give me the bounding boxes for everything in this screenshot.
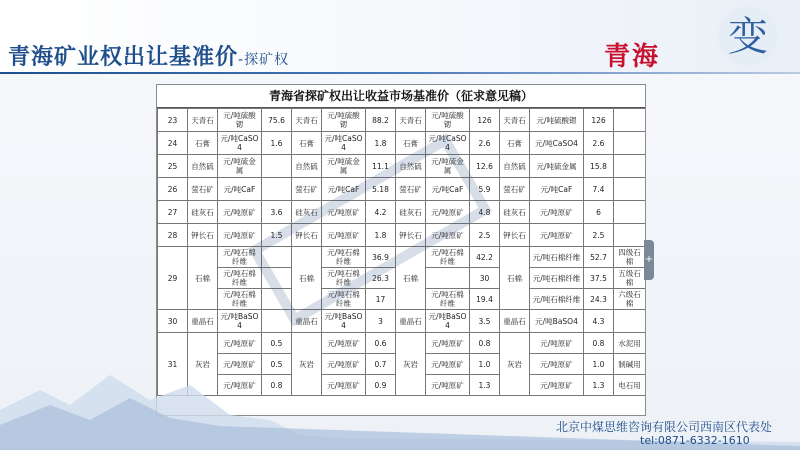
value-cell: 1.3 xyxy=(584,375,614,396)
unit-cell: 元/吨原矿 xyxy=(322,354,366,375)
unit-cell: 元/吨石棉纤维 xyxy=(218,268,262,289)
table-cell: 1.5 xyxy=(262,224,292,247)
table-cell: 元/吨硫金属 xyxy=(530,155,584,178)
table-cell: 硅灰石 xyxy=(188,201,218,224)
table-cell: 元/吨BaSO4 xyxy=(218,310,262,333)
value-cell: 24.3 xyxy=(584,289,614,310)
table-row xyxy=(158,178,646,201)
table-cell: 石膏 xyxy=(188,132,218,155)
table-cell: 元/吨原矿 xyxy=(530,224,584,247)
table-cell xyxy=(614,132,646,155)
table-cell: 126 xyxy=(470,109,500,132)
logo-char: 变 xyxy=(728,14,768,60)
value-cell: 37.5 xyxy=(584,268,614,289)
table-row xyxy=(158,310,646,333)
table-cell: 重晶石 xyxy=(500,310,530,333)
table-cell: 元/吨CaSO4 xyxy=(426,132,470,155)
table-cell: 天青石 xyxy=(188,109,218,132)
unit-cell: 元/吨石棉纤维 xyxy=(426,289,470,310)
table-cell xyxy=(614,224,646,247)
grade-cell: 四级石棉 xyxy=(614,247,646,268)
table-cell: 元/吨硫酸锶 xyxy=(322,109,366,132)
table-cell: 1.6 xyxy=(262,132,292,155)
mineral-name-cell: 石棉 xyxy=(292,247,322,310)
brand-logo xyxy=(716,4,780,68)
unit-cell: 元/吨石棉纤维 xyxy=(530,268,584,289)
mineral-name-cell: 灰岩 xyxy=(188,333,218,396)
table-cell: 3.5 xyxy=(470,310,500,333)
table-cell: 萤石矿 xyxy=(396,178,426,201)
table-cell: 2.5 xyxy=(470,224,500,247)
table-cell: 元/吨原矿 xyxy=(218,224,262,247)
value-cell: 1.3 xyxy=(470,375,500,396)
row-number-cell: 24 xyxy=(158,132,188,155)
unit-cell xyxy=(426,268,470,289)
table-cell: 元/吨CaSO4 xyxy=(530,132,584,155)
table-cell xyxy=(614,201,646,224)
value-cell xyxy=(262,289,292,310)
unit-cell: 元/吨原矿 xyxy=(322,333,366,354)
table-cell: 自然硫 xyxy=(396,155,426,178)
table-cell: 元/吨原矿 xyxy=(322,224,366,247)
unit-cell: 元/吨石棉纤维 xyxy=(530,247,584,268)
table-cell: 元/吨原矿 xyxy=(530,201,584,224)
table-cell: 自然硫 xyxy=(292,155,322,178)
unit-cell: 元/吨石棉纤维 xyxy=(426,247,470,268)
table-cell: 5.18 xyxy=(366,178,396,201)
table-cell: 元/吨原矿 xyxy=(322,201,366,224)
table-row xyxy=(158,224,646,247)
table-cell: 2.6 xyxy=(470,132,500,155)
table-cell: 88.2 xyxy=(366,109,396,132)
table-row xyxy=(158,333,646,354)
value-cell: 0.8 xyxy=(262,375,292,396)
table-cell: 钾长石 xyxy=(396,224,426,247)
table-cell: 4.2 xyxy=(366,201,396,224)
unit-cell: 元/吨原矿 xyxy=(218,375,262,396)
unit-cell: 元/吨原矿 xyxy=(426,354,470,375)
value-cell: 0.8 xyxy=(584,333,614,354)
table-cell xyxy=(614,178,646,201)
table-row xyxy=(158,201,646,224)
row-number-cell: 26 xyxy=(158,178,188,201)
table-cell: 自然硫 xyxy=(500,155,530,178)
row-number-cell: 25 xyxy=(158,155,188,178)
grade-cell: 制碱用 xyxy=(614,354,646,375)
table-cell: 126 xyxy=(584,109,614,132)
table-cell xyxy=(614,109,646,132)
row-number-cell: 31 xyxy=(158,333,188,396)
table-cell: 元/吨原矿 xyxy=(426,224,470,247)
table-cell: 元/吨原矿 xyxy=(218,201,262,224)
row-number-cell: 23 xyxy=(158,109,188,132)
table-cell: 硅灰石 xyxy=(292,201,322,224)
table-row xyxy=(158,109,646,132)
unit-cell: 元/吨原矿 xyxy=(530,375,584,396)
table-cell: 元/吨CaSO4 xyxy=(218,132,262,155)
value-cell: 1.0 xyxy=(584,354,614,375)
table-cell xyxy=(262,178,292,201)
grade-cell: 电石用 xyxy=(614,375,646,396)
table-cell: 12.6 xyxy=(470,155,500,178)
unit-cell: 元/吨原矿 xyxy=(530,354,584,375)
table-cell: 元/吨CaF xyxy=(426,178,470,201)
table-cell: 3.6 xyxy=(262,201,292,224)
table-cell: 萤石矿 xyxy=(292,178,322,201)
unit-cell: 元/吨原矿 xyxy=(218,333,262,354)
unit-cell: 元/吨原矿 xyxy=(426,375,470,396)
footer-company: 北京中煤思维咨询有限公司西南区代表处 xyxy=(556,420,773,434)
title-divider xyxy=(0,72,800,74)
table-cell: 元/吨CaSO4 xyxy=(322,132,366,155)
table-cell: 天青石 xyxy=(500,109,530,132)
table-row xyxy=(158,132,646,155)
table-cell: 硅灰石 xyxy=(500,201,530,224)
table-cell: 石膏 xyxy=(500,132,530,155)
value-cell xyxy=(262,268,292,289)
table-cell: 元/吨硫酸锶 xyxy=(530,109,584,132)
value-cell: 30 xyxy=(470,268,500,289)
table-cell: 5.9 xyxy=(470,178,500,201)
mineral-name-cell: 石棉 xyxy=(396,247,426,310)
row-number-cell: 27 xyxy=(158,201,188,224)
table-cell: 元/吨硫金属 xyxy=(322,155,366,178)
table-cell: 元/吨BaSO4 xyxy=(530,310,584,333)
mineral-name-cell: 石棉 xyxy=(500,247,530,310)
table-cell: 7.4 xyxy=(584,178,614,201)
table-cell: 1.8 xyxy=(366,224,396,247)
table-cell: 4.3 xyxy=(584,310,614,333)
page-title-main: 青海矿业权出让基准价 xyxy=(8,45,239,70)
page-title-suffix: -探矿权 xyxy=(238,52,290,68)
table-cell: 元/吨硫酸锶 xyxy=(426,109,470,132)
table-cell: 元/吨BaSO4 xyxy=(426,310,470,333)
unit-cell: 元/吨石棉纤维 xyxy=(322,268,366,289)
table-cell xyxy=(262,155,292,178)
unit-cell: 元/吨石棉纤维 xyxy=(218,247,262,268)
unit-cell: 元/吨原矿 xyxy=(426,333,470,354)
table-cell xyxy=(262,310,292,333)
unit-cell: 元/吨石棉纤维 xyxy=(322,247,366,268)
table-cell: 元/吨硫金属 xyxy=(218,155,262,178)
table-cell: 元/吨硫金属 xyxy=(426,155,470,178)
table-cell: 自然硫 xyxy=(188,155,218,178)
table-cell: 6 xyxy=(584,201,614,224)
value-cell: 42.2 xyxy=(470,247,500,268)
table-cell xyxy=(614,310,646,333)
table-cell xyxy=(614,155,646,178)
value-cell: 1.0 xyxy=(470,354,500,375)
mineral-name-cell: 灰岩 xyxy=(292,333,322,396)
value-cell: 0.7 xyxy=(366,354,396,375)
value-cell: 26.3 xyxy=(366,268,396,289)
mineral-name-cell: 灰岩 xyxy=(500,333,530,396)
table-cell: 重晶石 xyxy=(396,310,426,333)
table-cell: 石膏 xyxy=(292,132,322,155)
table-title: 青海省探矿权出让收益市场基准价（征求意见稿） xyxy=(157,85,645,108)
value-cell: 0.8 xyxy=(470,333,500,354)
value-cell: 19.4 xyxy=(470,289,500,310)
table-cell: 萤石矿 xyxy=(188,178,218,201)
value-cell: 0.9 xyxy=(366,375,396,396)
table-cell: 钾长石 xyxy=(292,224,322,247)
table-cell: 重晶石 xyxy=(292,310,322,333)
side-expand-tab[interactable]: + xyxy=(644,240,654,280)
table-cell: 15.8 xyxy=(584,155,614,178)
table-cell: 石膏 xyxy=(396,132,426,155)
table-cell: 元/吨原矿 xyxy=(426,201,470,224)
table-cell: 元/吨CaF xyxy=(218,178,262,201)
table-cell: 钾长石 xyxy=(188,224,218,247)
value-cell xyxy=(262,247,292,268)
table-cell: 1.8 xyxy=(366,132,396,155)
grade-cell: 水泥用 xyxy=(614,333,646,354)
value-cell: 0.5 xyxy=(262,354,292,375)
table-cell: 萤石矿 xyxy=(500,178,530,201)
table-cell: 2.5 xyxy=(584,224,614,247)
unit-cell: 元/吨石棉纤维 xyxy=(322,289,366,310)
table-cell: 重晶石 xyxy=(188,310,218,333)
table-cell: 元/吨CaF xyxy=(530,178,584,201)
table-cell: 元/吨CaF xyxy=(322,178,366,201)
unit-cell: 元/吨原矿 xyxy=(322,375,366,396)
value-cell: 17 xyxy=(366,289,396,310)
value-cell: 0.6 xyxy=(366,333,396,354)
table-cell: 75.6 xyxy=(262,109,292,132)
unit-cell: 元/吨石棉纤维 xyxy=(530,289,584,310)
row-number-cell: 30 xyxy=(158,310,188,333)
page-title xyxy=(8,40,289,71)
table-cell: 2.6 xyxy=(584,132,614,155)
table-cell: 钾长石 xyxy=(500,224,530,247)
table-row xyxy=(158,155,646,178)
mineral-name-cell: 石棉 xyxy=(188,247,218,310)
table-cell: 4.8 xyxy=(470,201,500,224)
value-cell: 0.5 xyxy=(262,333,292,354)
table-cell: 硅灰石 xyxy=(396,201,426,224)
price-table xyxy=(157,108,646,396)
table-row xyxy=(158,247,646,268)
unit-cell: 元/吨原矿 xyxy=(218,354,262,375)
footer-phone: tel:0871-6332-1610 xyxy=(640,434,750,447)
grade-cell: 五级石棉 xyxy=(614,268,646,289)
region-label: 青海 xyxy=(604,42,661,72)
table-cell: 元/吨硫酸锶 xyxy=(218,109,262,132)
table-cell: 元/吨BaSO4 xyxy=(322,310,366,333)
row-number-cell: 29 xyxy=(158,247,188,310)
table-cell: 3 xyxy=(366,310,396,333)
unit-cell: 元/吨原矿 xyxy=(530,333,584,354)
row-number-cell: 28 xyxy=(158,224,188,247)
table-cell: 11.1 xyxy=(366,155,396,178)
unit-cell: 元/吨石棉纤维 xyxy=(218,289,262,310)
value-cell: 52.7 xyxy=(584,247,614,268)
grade-cell: 六级石棉 xyxy=(614,289,646,310)
table-cell: 天青石 xyxy=(292,109,322,132)
table-cell: 天青石 xyxy=(396,109,426,132)
value-cell: 36.9 xyxy=(366,247,396,268)
mineral-name-cell: 灰岩 xyxy=(396,333,426,396)
